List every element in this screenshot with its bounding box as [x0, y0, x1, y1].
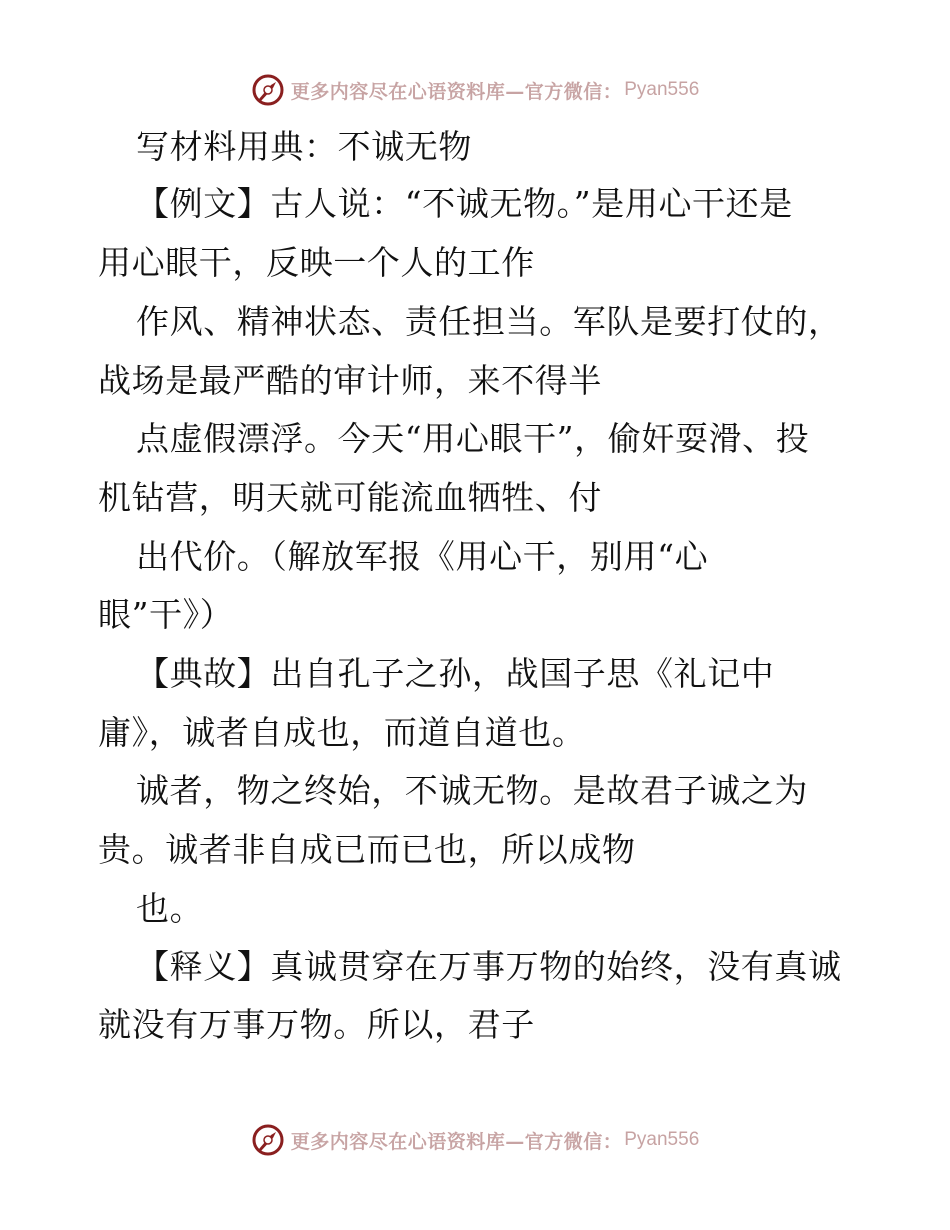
header-watermark	[0, 70, 950, 110]
text-line: 眼”干》）	[98, 595, 234, 634]
text-line: 【释义】真诚贯穿在万事万物的始终，没有真诚	[136, 947, 842, 986]
text-line: 诚者，物之终始，不诚无物。是故君子诚之为	[136, 771, 808, 810]
text-line: 就没有万事万物。所以，君子	[98, 1005, 535, 1044]
text-line: 点虚假漂浮。今天“用心眼干”，偷奸耍滑、投	[136, 419, 810, 458]
footer-watermark	[0, 1120, 950, 1160]
watermark-text: 更多内容尽在心语资料库—官方微信：	[290, 80, 623, 103]
text-line: 贵。诚者非自成已而已也，所以成物	[98, 830, 636, 869]
text-line: 作风、精神状态、责任担当。军队是要打仗的，	[136, 302, 842, 341]
text-line: 【典故】出自孔子之孙，战国子思《礼记中	[136, 654, 775, 693]
text-line: 【例文】古人说：“不诚无物。”是用心干还是	[136, 184, 793, 223]
text-line: 出代价。（解放军报《用心干，别用“心	[136, 537, 709, 576]
document-title: 写材料用典：不诚无物	[136, 127, 472, 166]
watermark-text: 更多内容尽在心语资料库—官方微信：	[290, 1130, 623, 1153]
watermark-contact: Pyan556	[624, 79, 700, 100]
text-line: 用心眼干，反映一个人的工作	[98, 243, 535, 282]
text-line: 庸》，诚者自成也，而道自道也。	[98, 713, 586, 752]
pen-logo-icon	[251, 1123, 285, 1157]
text-line: 战场是最严酷的审计师，来不得半	[98, 361, 602, 400]
watermark-contact: Pyan556	[624, 1129, 700, 1150]
pen-logo-icon	[251, 73, 285, 107]
text-line: 也。	[136, 889, 204, 928]
text-line: 机钻营，明天就可能流血牺牲、付	[98, 478, 602, 517]
